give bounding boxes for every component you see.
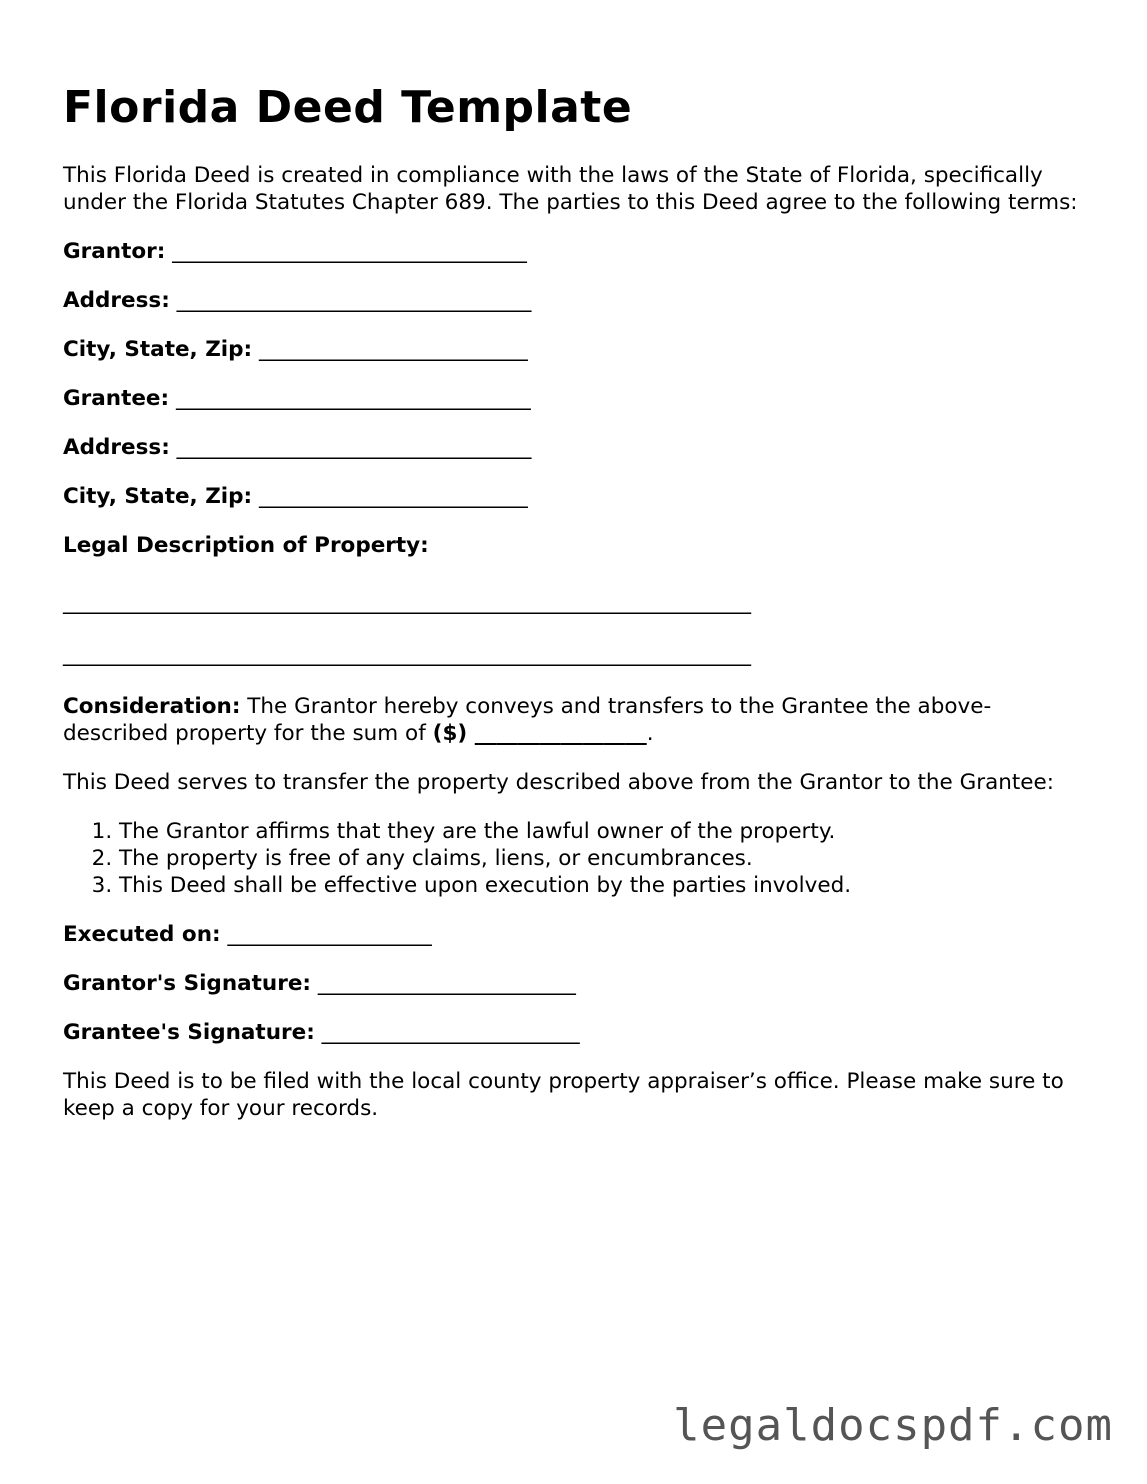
grantor-city-field [63, 336, 1093, 363]
grantee-city-blank: _________________________ [259, 484, 528, 509]
legal-description-label: Legal Description of Property: [63, 533, 429, 558]
grantor-blank: _________________________________ [172, 239, 527, 264]
executed-on-field [63, 921, 1093, 948]
consideration-paragraph [63, 693, 1093, 747]
grantee-city-field [63, 483, 1093, 510]
consideration-blank: ________________ [467, 721, 647, 746]
consideration-label: Consideration: [63, 694, 241, 719]
grantor-label: Grantor: [63, 239, 166, 264]
grantor-address-label: Address: [63, 288, 170, 313]
legal-description-field [63, 532, 1093, 559]
grantee-city-label: City, State, Zip: [63, 484, 253, 509]
legal-description-line-2: ________________________________________________________________ [63, 642, 751, 667]
executed-on-label: Executed on: [63, 922, 221, 947]
document-title: Florida Deed Template [63, 82, 633, 133]
grantee-label: Grantee: [63, 386, 170, 411]
grantor-address-field [63, 287, 1093, 314]
grantee-address-field [63, 434, 1093, 461]
grantee-signature-field [63, 1019, 1093, 1046]
transfer-paragraph: This Deed serves to transfer the property described above from the Grantor to the Grantee: [63, 770, 1055, 795]
grantor-city-label: City, State, Zip: [63, 337, 253, 362]
grantee-address-label: Address: [63, 435, 170, 460]
grantor-field [63, 238, 1093, 265]
grantor-address-blank: _________________________________ [176, 288, 532, 313]
footer-note: This Deed is to be filed with the local county property appraiser’s office. Please make sure to keep a copy for your records. [63, 1069, 1064, 1121]
grantee-blank: _________________________________ [175, 386, 531, 411]
consideration-currency: ($) [432, 721, 468, 746]
consideration-end: . [646, 721, 654, 746]
intro-paragraph: This Florida Deed is created in compliance with the laws of the State of Florida, specifically under the Florida Statutes Chapter 689. The parties to this Deed agree to the following terms: [63, 163, 1078, 215]
grantee-signature-label: Grantee's Signature: [63, 1020, 315, 1045]
list-item: 2. The property is free of any claims, liens, or encumbrances. [119, 845, 1093, 872]
executed-on-blank: ___________________ [227, 922, 432, 947]
consideration-text: The Grantor hereby conveys and transfers to the Grantee the above-described property for the sum of [63, 694, 992, 746]
list-item: 3. This Deed shall be effective upon execution by the parties involved. [119, 872, 1093, 899]
grantor-signature-label: Grantor's Signature: [63, 971, 312, 996]
deed-document [63, 78, 1093, 1122]
grantor-signature-blank: ________________________ [317, 971, 576, 996]
list-item: 1. The Grantor affirms that they are the lawful owner of the property. [119, 818, 1093, 845]
grantee-address-blank: _________________________________ [176, 435, 532, 460]
watermark: legaldocspdf.com [673, 1400, 1113, 1451]
grantee-field [63, 385, 1093, 412]
grantor-signature-field [63, 970, 1093, 997]
terms-list [63, 818, 1093, 899]
grantee-signature-blank: ________________________ [321, 1020, 580, 1045]
grantor-city-blank: _________________________ [259, 337, 528, 362]
legal-description-line-1: ________________________________________________________________ [63, 590, 751, 615]
